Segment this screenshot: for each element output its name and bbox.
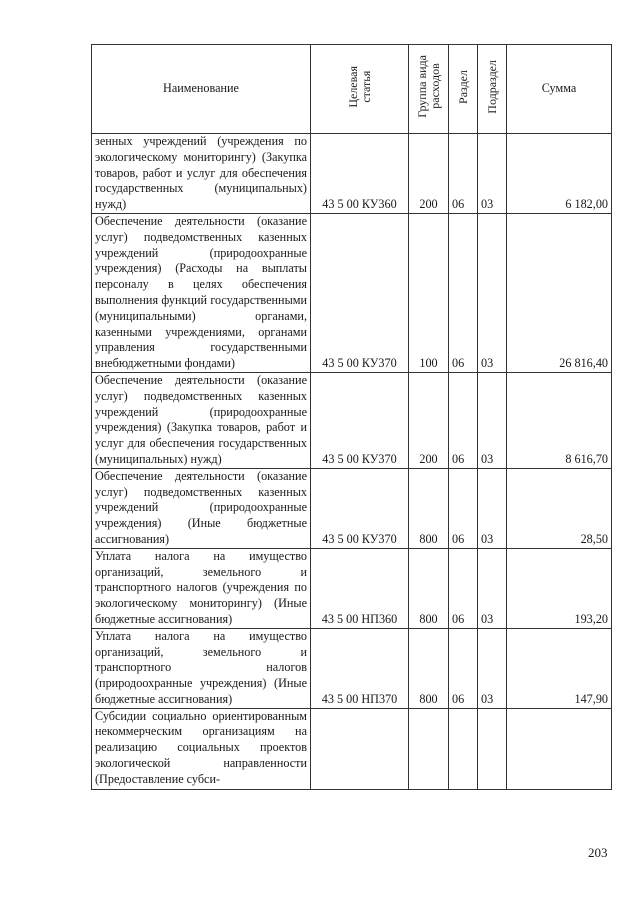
row-subsection: 03 <box>478 628 507 708</box>
row-target: 43 5 00 КУ360 <box>311 134 409 214</box>
page-number: 203 <box>588 845 608 860</box>
row-subsection <box>478 708 507 789</box>
header-sum: Сумма <box>507 45 612 134</box>
row-group: 200 <box>409 134 449 214</box>
row-section: 06 <box>449 372 478 468</box>
table-row <box>92 708 612 789</box>
row-section: 06 <box>449 213 478 372</box>
row-section: 06 <box>449 468 478 548</box>
row-section: 06 <box>449 134 478 214</box>
header-name: Наименование <box>92 45 311 134</box>
row-sum: 193,20 <box>507 548 612 628</box>
row-name: Обеспечение деятельности (оказание услуг) подведомственных казенных учреждений (природоохранные учреждения) (Расходы на выплаты персоналу в целях обеспечения выполнения функций государственными (муниципальными) органами, казенными учреждениями, органами управления государственными внебюджетными фондами) <box>92 213 311 372</box>
row-target: 43 5 00 КУ370 <box>311 468 409 548</box>
header-section <box>449 45 478 134</box>
row-target: 43 5 00 НП360 <box>311 548 409 628</box>
row-sum: 26 816,40 <box>507 213 612 372</box>
row-target: 43 5 00 КУ370 <box>311 372 409 468</box>
header-group-label: Группа вида расходов <box>414 55 442 118</box>
header-section-label: Раздел <box>455 69 470 104</box>
row-sum: 28,50 <box>507 468 612 548</box>
row-target: 43 5 00 НП370 <box>311 628 409 708</box>
header-target-label: Целевая статья <box>345 65 373 108</box>
row-name: Уплата налога на имущество организаций, земельного и транспортного налогов (природоохранные учреждения) (Иные бюджетные ассигнования) <box>92 628 311 708</box>
row-subsection: 03 <box>478 548 507 628</box>
row-section: 06 <box>449 628 478 708</box>
row-target: 43 5 00 КУ370 <box>311 213 409 372</box>
row-group: 800 <box>409 468 449 548</box>
row-group: 100 <box>409 213 449 372</box>
table-row <box>92 213 612 372</box>
table-row <box>92 372 612 468</box>
row-sum: 8 616,70 <box>507 372 612 468</box>
row-subsection: 03 <box>478 372 507 468</box>
header-target <box>311 45 409 134</box>
row-section: 06 <box>449 548 478 628</box>
row-name: зенных учреждений (учреждения по экологическому мониторингу) (Закупка товаров, работ и услуг для обеспечения государственных (муниципальных) нужд) <box>92 134 311 214</box>
row-group: 800 <box>409 628 449 708</box>
row-target <box>311 708 409 789</box>
row-subsection: 03 <box>478 134 507 214</box>
table-row <box>92 468 612 548</box>
row-sum <box>507 708 612 789</box>
row-group <box>409 708 449 789</box>
row-section <box>449 708 478 789</box>
row-group: 200 <box>409 372 449 468</box>
row-name: Уплата налога на имущество организаций, земельного и транспортного налогов (учреждения по экологическому мониторингу) (Иные бюджетные ассигнования) <box>92 548 311 628</box>
header-group <box>409 45 449 134</box>
header-subsection-label: Подраздел <box>484 59 499 114</box>
row-name: Обеспечение деятельности (оказание услуг) подведомственных казенных учреждений (природоохранные учреждения) (Закупка товаров, работ и услуг для обеспечения государственных (муниципальных) нужд) <box>92 372 311 468</box>
row-sum: 147,90 <box>507 628 612 708</box>
header-subsection <box>478 45 507 134</box>
row-subsection: 03 <box>478 213 507 372</box>
budget-table <box>91 44 612 790</box>
row-name: Субсидии социально ориентированным некоммерческим организациям на реализацию социальных проектов экологической направленности (Предоставление субси- <box>92 708 311 789</box>
table-row <box>92 628 612 708</box>
row-sum: 6 182,00 <box>507 134 612 214</box>
row-group: 800 <box>409 548 449 628</box>
table-header-row <box>92 45 612 134</box>
row-subsection: 03 <box>478 468 507 548</box>
table-row <box>92 548 612 628</box>
table-row <box>92 134 612 214</box>
row-name: Обеспечение деятельности (оказание услуг) подведомственных казенных учреждений (природоохранные учреждения) (Иные бюджетные ассигнования) <box>92 468 311 548</box>
